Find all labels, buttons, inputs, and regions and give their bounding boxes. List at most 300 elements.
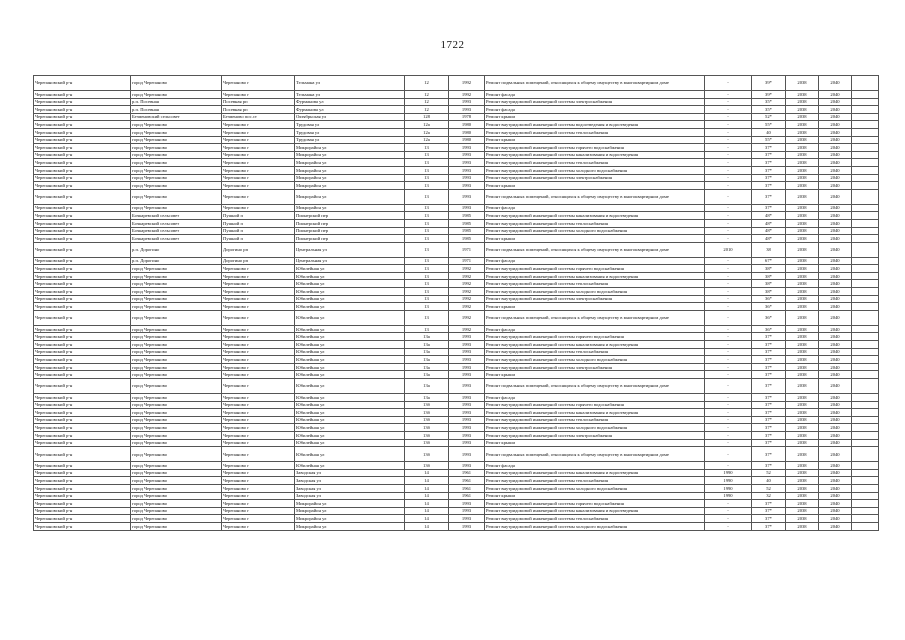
table-cell-empty — [852, 500, 879, 508]
table-cell: Микрорайон ул — [295, 507, 405, 515]
table-cell: 2038 — [786, 507, 819, 515]
table-cell: город Черепаново — [131, 333, 222, 341]
table-cell: Черепановский р-н — [34, 303, 131, 311]
table-cell: - — [705, 235, 752, 243]
table-cell: 13 — [405, 272, 449, 280]
table-cell: 39* — [752, 91, 786, 99]
table-cell: 2038 — [786, 492, 819, 500]
table-cell: 13а — [405, 379, 449, 394]
table-cell: 1993 — [449, 447, 485, 462]
table-cell: 37* — [752, 424, 786, 432]
table-cell: - — [705, 431, 752, 439]
table-cell: 2038 — [786, 303, 819, 311]
table-cell: Черепановский р-н — [34, 469, 131, 477]
table-cell: 13а — [405, 333, 449, 341]
table-cell: 38* — [752, 280, 786, 288]
table-cell: Ремонт внутридомовой инженерной системы холодного водоснабжения — [485, 484, 705, 492]
table-cell: Дорогино рп — [222, 242, 295, 257]
table-cell: Посевная рп — [222, 106, 295, 114]
table-cell-empty — [852, 469, 879, 477]
table-cell: 2010 — [705, 242, 752, 257]
table-row — [34, 106, 879, 114]
table-cell: Черепаново г — [222, 484, 295, 492]
table-cell: город Черепаново — [131, 159, 222, 167]
table-cell: Безменово пос.ст — [222, 113, 295, 121]
table-cell: 2040 — [819, 288, 852, 296]
table-cell: - — [705, 507, 752, 515]
table-cell: 2040 — [819, 303, 852, 311]
table-cell: 2038 — [786, 310, 819, 325]
table-cell: Ремонт внутридомовой инженерной системы горячего водоснабжения — [485, 500, 705, 508]
table-cell: Ремонт внутридомовой инженерной системы горячего водоснабжения — [485, 144, 705, 152]
table-cell: 2038 — [786, 522, 819, 530]
table-cell: город Черепаново — [131, 295, 222, 303]
table-cell: Черепановский р-н — [34, 409, 131, 417]
table-cell: 2040 — [819, 121, 852, 129]
table-cell: 32 — [752, 492, 786, 500]
table-cell: Ремонт внутридомовой инженерной системы холодного водоснабжения — [485, 522, 705, 530]
table-cell: 14 — [405, 522, 449, 530]
table-cell: Бочкаревский сельсовет — [131, 227, 222, 235]
table-cell: 2038 — [786, 348, 819, 356]
table-cell: Ремонт внутридомовой инженерной системы канализования и водоотведения — [485, 507, 705, 515]
table-cell: 2040 — [819, 227, 852, 235]
table-cell: 1992 — [449, 265, 485, 273]
table-cell: Микрорайон ул — [295, 522, 405, 530]
table-cell: город Черепаново — [131, 174, 222, 182]
table-cell: Черепановский р-н — [34, 439, 131, 447]
table-cell: город Черепаново — [131, 522, 222, 530]
table-cell: город Черепаново — [131, 265, 222, 273]
table-cell: Юбилейная ул — [295, 265, 405, 273]
table-cell: 2040 — [819, 447, 852, 462]
table-cell: Трудовая ул — [295, 121, 405, 129]
table-cell: Черепаново г — [222, 174, 295, 182]
table-cell: 37* — [752, 447, 786, 462]
table-cell: Черепановский р-н — [34, 159, 131, 167]
table-cell: Черепановский р-н — [34, 348, 131, 356]
table-cell: Черепановский р-н — [34, 288, 131, 296]
table-cell: 2038 — [786, 212, 819, 220]
table-cell: Микрорайон ул — [295, 500, 405, 508]
table-row — [34, 288, 879, 296]
table-cell: 2038 — [786, 462, 819, 470]
table-cell: Ремонт внутридомовой инженерной системы теплоснабжения — [485, 416, 705, 424]
table-cell: 1993 — [449, 98, 485, 106]
table-row — [34, 356, 879, 364]
table-row — [34, 265, 879, 273]
table-cell-empty — [852, 242, 879, 257]
table-cell: Черепаново г — [222, 272, 295, 280]
table-cell: Черепановский р-н — [34, 477, 131, 485]
table-cell: 37* — [752, 166, 786, 174]
table-cell-empty — [852, 409, 879, 417]
table-cell: 1993 — [449, 144, 485, 152]
table-cell: 1990 — [705, 477, 752, 485]
table-cell: Ремонт внутридомовой инженерной системы горячего водоснабжения — [485, 265, 705, 273]
table-row — [34, 363, 879, 371]
table-cell: Ремонт внутридомовой инженерной системы холодного водоснабжения — [485, 424, 705, 432]
table-cell-empty — [852, 310, 879, 325]
table-cell: 1985 — [449, 219, 485, 227]
table-row — [34, 166, 879, 174]
table-cell: Черепаново г — [222, 500, 295, 508]
table-cell-empty — [852, 227, 879, 235]
table-cell: 1993 — [449, 431, 485, 439]
table-cell: 12 — [405, 76, 449, 91]
table-cell: город Черепаново — [131, 484, 222, 492]
table-cell: - — [705, 363, 752, 371]
table-cell: 37* — [752, 409, 786, 417]
table-cell-empty — [852, 484, 879, 492]
table-cell: - — [705, 401, 752, 409]
table-cell: - — [705, 136, 752, 144]
table-cell-empty — [852, 348, 879, 356]
table-cell: 36* — [752, 303, 786, 311]
table-cell: Юбилейная ул — [295, 310, 405, 325]
table-cell-empty — [852, 144, 879, 152]
table-cell: Юбилейная ул — [295, 424, 405, 432]
data-table — [33, 75, 879, 531]
table-cell: Черепановский р-н — [34, 484, 131, 492]
table-row — [34, 341, 879, 349]
table-cell: 2038 — [786, 394, 819, 402]
table-row — [34, 121, 879, 129]
table-cell: город Черепаново — [131, 76, 222, 91]
table-cell: Черепаново г — [222, 166, 295, 174]
table-cell: Юбилейная ул — [295, 447, 405, 462]
table-cell: 13а — [405, 371, 449, 379]
table-cell: 37* — [752, 379, 786, 394]
table-cell: Ремонт внутридомовой инженерной системы канализования и водоотведения — [485, 272, 705, 280]
table-cell: город Черепаново — [131, 447, 222, 462]
table-cell: 2040 — [819, 394, 852, 402]
table-cell: 2040 — [819, 325, 852, 333]
table-cell: 1993 — [449, 341, 485, 349]
table-cell: город Черепаново — [131, 310, 222, 325]
table-row — [34, 272, 879, 280]
table-cell: Пионерский пер — [295, 212, 405, 220]
table-cell: 13 — [405, 295, 449, 303]
table-row — [34, 242, 879, 257]
table-cell: Черепаново г — [222, 462, 295, 470]
table-row — [34, 113, 879, 121]
table-cell: 13а — [405, 394, 449, 402]
table-cell: - — [705, 151, 752, 159]
table-cell: 1992 — [449, 280, 485, 288]
table-cell: - — [705, 204, 752, 212]
table-row — [34, 522, 879, 530]
table-cell: Ремонт крыши — [485, 371, 705, 379]
table-cell: 1993 — [449, 159, 485, 167]
table-cell: - — [705, 310, 752, 325]
table-cell: 2040 — [819, 151, 852, 159]
table-cell: Микрорайон ул — [295, 144, 405, 152]
table-cell: 1993 — [449, 333, 485, 341]
table-cell: Черепаново г — [222, 477, 295, 485]
table-cell-empty — [852, 189, 879, 204]
table-cell: 2040 — [819, 174, 852, 182]
table-cell: город Черепаново — [131, 416, 222, 424]
table-cell: Черепановский р-н — [34, 91, 131, 99]
table-cell-empty — [852, 295, 879, 303]
table-cell: Ремонт фасада — [485, 91, 705, 99]
table-cell: 2040 — [819, 371, 852, 379]
table-cell: Ремонт внутридомовой инженерной системы холодного водоснабжения — [485, 356, 705, 364]
table-cell: 2038 — [786, 257, 819, 265]
table-cell: Ремонт внутридомовой инженерной системы холодного водоснабжения — [485, 288, 705, 296]
table-cell: Ремонт фасада — [485, 257, 705, 265]
table-cell: 13б — [405, 447, 449, 462]
table-cell: Ремонт крыши — [485, 113, 705, 121]
table-cell: Черепаново г — [222, 507, 295, 515]
table-cell-empty — [852, 265, 879, 273]
table-cell: - — [705, 439, 752, 447]
table-cell: Ремонт подвальных помещений, относящихся к общему имуществу в многоквартирном доме — [485, 447, 705, 462]
table-cell: 14 — [405, 500, 449, 508]
table-cell: Черепановский р-н — [34, 189, 131, 204]
table-cell: 2038 — [786, 242, 819, 257]
table-cell: 2038 — [786, 128, 819, 136]
table-cell: 2040 — [819, 469, 852, 477]
table-cell: 13б — [405, 439, 449, 447]
table-cell: 1993 — [449, 522, 485, 530]
table-cell: 2040 — [819, 280, 852, 288]
table-cell: Черепаново г — [222, 265, 295, 273]
table-cell: 2038 — [786, 235, 819, 243]
table-cell: - — [705, 288, 752, 296]
table-cell: Дорогино рп — [222, 257, 295, 265]
table-cell: 1993 — [449, 424, 485, 432]
table-cell: 37* — [752, 515, 786, 523]
table-cell: 37* — [752, 144, 786, 152]
table-row — [34, 492, 879, 500]
table-cell: Пушной п — [222, 235, 295, 243]
table-cell: 12а — [405, 128, 449, 136]
table-row — [34, 151, 879, 159]
table-cell: Черепановский р-н — [34, 500, 131, 508]
table-cell: 1992 — [449, 76, 485, 91]
table-cell: Бочкаревский сельсовет — [131, 235, 222, 243]
table-cell: Ремонт крыши — [485, 182, 705, 190]
table-cell: Черепаново г — [222, 416, 295, 424]
table-row — [34, 439, 879, 447]
table-cell-empty — [852, 379, 879, 394]
table-cell: 2040 — [819, 348, 852, 356]
table-cell: 1992 — [449, 295, 485, 303]
table-cell: Ремонт внутридомовой инженерной системы теплоснабжения — [485, 159, 705, 167]
table-cell: Черепаново г — [222, 144, 295, 152]
table-cell: 1980 — [449, 121, 485, 129]
table-cell: 2038 — [786, 265, 819, 273]
table-cell: 128 — [405, 113, 449, 121]
table-cell: 2040 — [819, 507, 852, 515]
table-cell: 52* — [752, 113, 786, 121]
table-cell: 40 — [752, 477, 786, 485]
table-cell: 1992 — [449, 272, 485, 280]
table-cell: 2040 — [819, 204, 852, 212]
table-row — [34, 333, 879, 341]
table-cell: 1993 — [449, 356, 485, 364]
table-cell: Ремонт крыши — [485, 235, 705, 243]
table-cell: 2040 — [819, 76, 852, 91]
table-cell: 67* — [752, 257, 786, 265]
table-cell: Черепаново г — [222, 424, 295, 432]
table-cell-empty — [852, 121, 879, 129]
table-cell: Черепановский р-н — [34, 121, 131, 129]
table-cell: 13 — [405, 310, 449, 325]
table-cell: Безменовский сельсовет — [131, 113, 222, 121]
table-row — [34, 515, 879, 523]
table-cell: 2040 — [819, 477, 852, 485]
table-cell: 2038 — [786, 401, 819, 409]
table-cell: Ремонт фасада — [485, 462, 705, 470]
table-cell: 13 — [405, 288, 449, 296]
table-cell: Черепановский р-н — [34, 166, 131, 174]
table-cell: - — [705, 333, 752, 341]
table-cell: 13б — [405, 424, 449, 432]
table-row — [34, 204, 879, 212]
table-cell: Фурманова ул — [295, 106, 405, 114]
table-cell: 2040 — [819, 379, 852, 394]
table-cell: 1985 — [449, 212, 485, 220]
table-cell: Ремонт внутридомовой инженерной системы электроснабжения — [485, 431, 705, 439]
table-cell: 12 — [405, 91, 449, 99]
table-cell-empty — [852, 98, 879, 106]
table-cell: 1985 — [449, 235, 485, 243]
table-cell-empty — [852, 401, 879, 409]
table-cell: город Черепаново — [131, 371, 222, 379]
table-cell: Пионерский пер — [295, 227, 405, 235]
table-cell: 2038 — [786, 333, 819, 341]
table-cell: Заводская ул — [295, 477, 405, 485]
table-cell: 2040 — [819, 113, 852, 121]
table-cell: 2038 — [786, 500, 819, 508]
table-cell: Юбилейная ул — [295, 272, 405, 280]
table-cell: город Черепаново — [131, 492, 222, 500]
table-cell: 1971 — [449, 242, 485, 257]
table-cell-empty — [852, 182, 879, 190]
table-cell: Черепаново г — [222, 310, 295, 325]
table-cell: - — [705, 227, 752, 235]
table-row — [34, 295, 879, 303]
table-cell: 39* — [752, 76, 786, 91]
table-cell: Черепаново г — [222, 341, 295, 349]
table-cell: 13 — [405, 212, 449, 220]
table-row — [34, 303, 879, 311]
table-cell: р.п. Посевная — [131, 106, 222, 114]
table-cell: город Черепаново — [131, 500, 222, 508]
table-cell: 13б — [405, 401, 449, 409]
table-cell: 2040 — [819, 424, 852, 432]
table-cell-empty — [852, 159, 879, 167]
table-cell-empty — [852, 424, 879, 432]
table-cell: 14 — [405, 507, 449, 515]
table-cell: 14 — [405, 484, 449, 492]
table-cell: 38* — [752, 288, 786, 296]
table-cell-empty — [852, 371, 879, 379]
table-cell: - — [705, 348, 752, 356]
table-cell: 38 — [752, 242, 786, 257]
table-cell: Черепановский р-н — [34, 356, 131, 364]
table-cell: Ремонт фасада — [485, 325, 705, 333]
table-cell: Черепаново г — [222, 325, 295, 333]
table-cell: Черепаново г — [222, 303, 295, 311]
table-cell: Ремонт внутридомовой инженерной системы горячего водоснабжения — [485, 333, 705, 341]
page-number: 1722 — [440, 39, 465, 51]
table-cell: Черепановский р-н — [34, 98, 131, 106]
table-cell: Ремонт внутридомовой инженерной системы горячего водоснабжения — [485, 401, 705, 409]
table-cell: Ремонт внутридомовой инженерной системы холодного водоснабжения — [485, 227, 705, 235]
table-cell: Черепановский р-н — [34, 310, 131, 325]
table-cell: 37* — [752, 462, 786, 470]
table-cell: 2040 — [819, 242, 852, 257]
table-row — [34, 128, 879, 136]
table-cell: 1990 — [705, 484, 752, 492]
table-cell-empty — [852, 235, 879, 243]
table-cell: 36* — [752, 310, 786, 325]
table-cell: город Черепаново — [131, 325, 222, 333]
table-cell: Черепановский р-н — [34, 219, 131, 227]
table-cell-empty — [852, 507, 879, 515]
table-cell: 48* — [752, 212, 786, 220]
table-row — [34, 462, 879, 470]
table-cell: Микрорайон ул — [295, 166, 405, 174]
table-cell: 2038 — [786, 91, 819, 99]
table-cell: Пионерский пер — [295, 235, 405, 243]
table-cell: город Черепаново — [131, 409, 222, 417]
table-cell: - — [705, 174, 752, 182]
table-cell: 1993 — [449, 182, 485, 190]
table-cell: Ремонт подвальных помещений, относящихся к общему имуществу в многоквартирном доме — [485, 379, 705, 394]
table-cell-empty — [852, 477, 879, 485]
table-cell: Юбилейная ул — [295, 416, 405, 424]
table-cell: город Черепаново — [131, 272, 222, 280]
table-cell: 2038 — [786, 325, 819, 333]
table-cell: Ремонт подвальных помещений, относящихся к общему имуществу в многоквартирном доме — [485, 242, 705, 257]
table-cell: 2038 — [786, 280, 819, 288]
table-cell: Черепановский р-н — [34, 272, 131, 280]
table-cell: 13 — [405, 144, 449, 152]
table-cell: Черепановский р-н — [34, 280, 131, 288]
table-cell: город Черепаново — [131, 469, 222, 477]
table-cell: Ремонт внутридомовой инженерной системы электроснабжения — [485, 363, 705, 371]
table-row — [34, 469, 879, 477]
table-cell: 1993 — [449, 507, 485, 515]
table-cell: Черепаново г — [222, 182, 295, 190]
table-cell: 2040 — [819, 91, 852, 99]
table-cell: 13б — [405, 462, 449, 470]
table-cell: 13а — [405, 341, 449, 349]
table-cell-empty — [852, 363, 879, 371]
table-cell: 37* — [752, 401, 786, 409]
table-cell: Черепаново г — [222, 379, 295, 394]
table-cell: Ремонт крыши — [485, 439, 705, 447]
table-cell: 2040 — [819, 272, 852, 280]
table-cell: Черепаново г — [222, 356, 295, 364]
table-cell: 2038 — [786, 227, 819, 235]
table-cell: 2038 — [786, 98, 819, 106]
table-cell: Микрорайон ул — [295, 159, 405, 167]
table-cell: - — [705, 500, 752, 508]
table-cell: Черепановский р-н — [34, 431, 131, 439]
table-cell: 2040 — [819, 416, 852, 424]
table-cell: Ремонт крыши — [485, 136, 705, 144]
table-row — [34, 348, 879, 356]
table-cell: 13 — [405, 265, 449, 273]
table-cell: 2038 — [786, 272, 819, 280]
table-row — [34, 401, 879, 409]
